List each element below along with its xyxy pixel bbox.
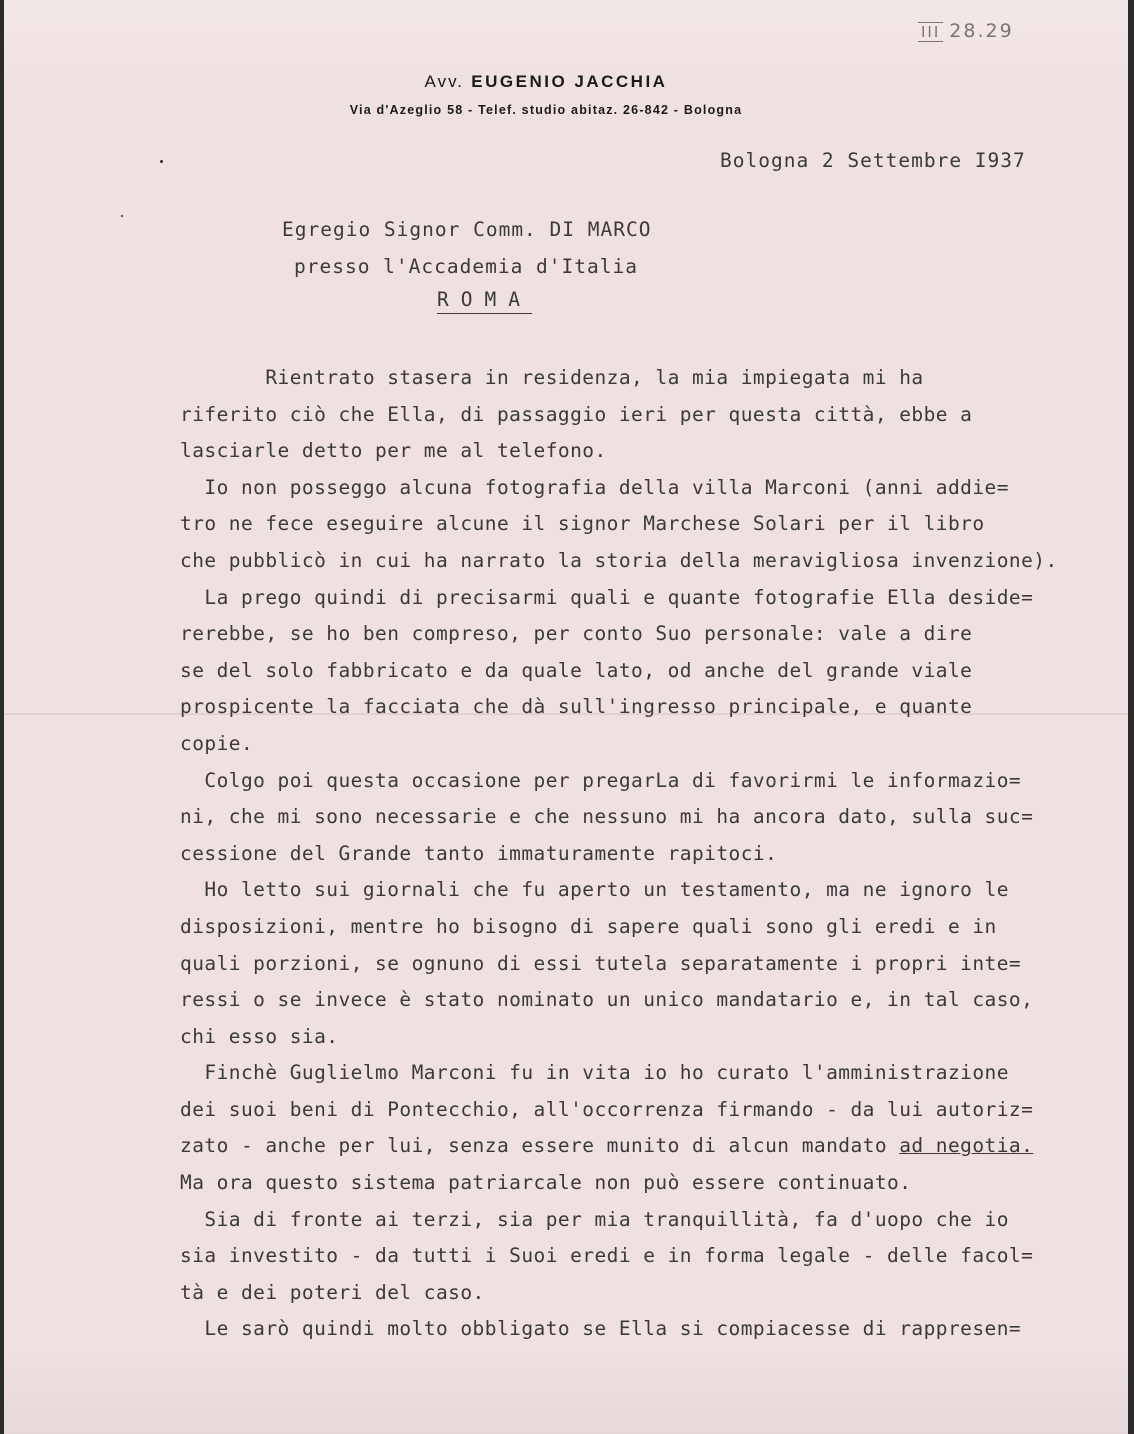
paper-speck (121, 215, 123, 217)
recipient-institution: presso l'Accademia d'Italia (294, 255, 638, 278)
body-line: rerebbe, se ho ben compreso, per conto Suo personale: vale a dire (180, 622, 973, 646)
body-line: dei suoi beni di Pontecchio, all'occorrenza firmando - da lui autoriz= (180, 1097, 1034, 1121)
body-line: Colgo poi questa occasione per pregarLa di favorirmi le informazio= (180, 768, 1022, 792)
letterhead-address: Via d'Azeglio 58 - Telef. studio abitaz. 26-842 - Bologna (349, 103, 743, 117)
archive-reference (918, 20, 1014, 42)
body-line-with-underline (180, 1128, 1058, 1165)
body-line: Rientrato stasera in residenza, la mia impiegata mi ha (180, 366, 924, 389)
underlined-phrase: ad negotia. (899, 1134, 1034, 1158)
body-line: La prego quindi di precisarmi quali e quante fotografie Ella deside= (180, 585, 1034, 609)
body-line: Ho letto sui giornali che fu aperto un testamento, ma ne ignoro le (180, 878, 1009, 902)
body-line: se del solo fabbricato e da quale lato, od anche del grande viale (180, 658, 973, 682)
body-line: Io non posseggo alcuna fotografia della villa Marconi (anni addie= (180, 475, 1009, 499)
body-line: Le sarò quindi molto obbligato se Ella si compiacesse di rappresen= (180, 1317, 1022, 1341)
letterhead-sender: EUGENIO JACCHIA (471, 72, 668, 91)
letter-page (4, 0, 1128, 1434)
body-line-text: zato - anche per lui, senza essere munito di alcun mandato (180, 1134, 900, 1158)
body-line: tà e dei poteri del caso. (180, 1280, 485, 1304)
body-line: cessione del Grande tanto immaturamente rapitoci. (180, 841, 778, 865)
body-line: Sia di fronte ai terzi, sia per mia tranquillità, fa d'uopo che io (180, 1207, 1009, 1231)
recipient-name: Egregio Signor Comm. DI MARCO (282, 218, 652, 241)
body-line: riferito ciò che Ella, di passaggio ieri per questa città, ebbe a (180, 402, 973, 426)
letterhead-name (4, 72, 1108, 92)
body-line: che pubblicò in cui ha narrato la storia della meravigliosa invenzione). (180, 548, 1058, 572)
archive-folio-numbers: 28.29 (949, 20, 1014, 42)
body-line: ressi o se invece è stato nominato un unico mandatario e, in tal caso, (180, 988, 1034, 1012)
body-line: disposizioni, mentre ho bisogno di sapere quali sono gli eredi e in (180, 914, 997, 938)
recipient-city: ROMA (437, 288, 532, 314)
letter-body (180, 360, 1058, 1348)
body-line: ni, che mi sono necessarie e che nessuno mi ha ancora dato, sulla suc= (180, 805, 1034, 829)
body-line: prospicente la facciata che dà sull'ingresso principale, e quante (180, 695, 973, 719)
paper-speck (160, 160, 163, 163)
letter-date: Bologna 2 Settembre I937 (720, 149, 1026, 172)
archive-box-number: III (918, 22, 943, 42)
letterhead-title: Avv. (424, 72, 465, 91)
body-line: Finchè Guglielmo Marconi fu in vita io ho curato l'amministrazione (180, 1061, 1009, 1085)
body-line: tro ne fece eseguire alcune il signor Marchese Solari per il libro (180, 512, 985, 536)
body-line: copie. (180, 731, 254, 755)
body-line: quali porzioni, se ognuno di essi tutela separatamente i propri inte= (180, 951, 1022, 975)
body-line: sia investito - da tutti i Suoi eredi e in forma legale - delle facol= (180, 1244, 1034, 1268)
body-line: chi esso sia. (180, 1024, 339, 1048)
body-line: lasciarle detto per me al telefono. (180, 439, 607, 463)
body-line: Ma ora questo sistema patriarcale non può essere continuato. (180, 1171, 912, 1195)
